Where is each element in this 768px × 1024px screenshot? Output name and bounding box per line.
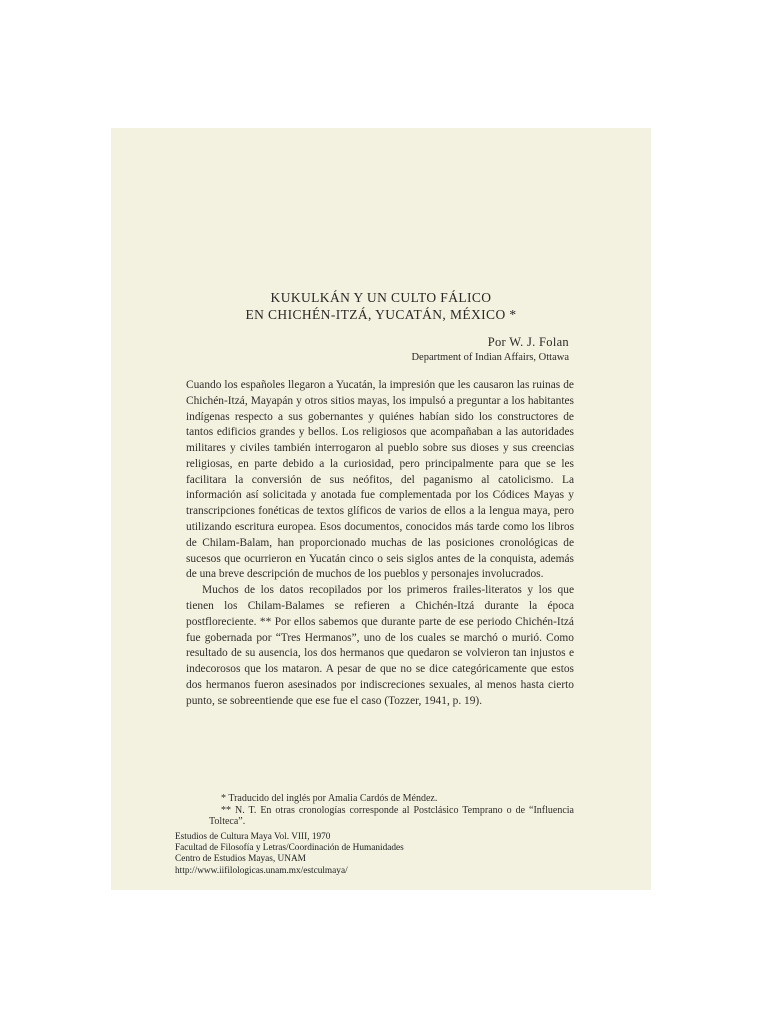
source-journal: Estudios de Cultura Maya Vol. VIII, 1970 [175, 832, 331, 842]
byline: Por W. J. Folan [487, 335, 569, 349]
paragraph-2: Muchos de los datos recopilados por los primeros frailes-literatos y los que tienen los Chilam-Balames se refieren a Chichén-Itzá durante la época postfloreciente. ** Por ellos sabemos que durante parte de ese periodo Chichén-Itzá fue gobernada por “Tres Hermanos”, uno de los cuales se marchó o murió. Como resultado de su ausencia, los dos hermanos que quedaron se volvieron tan injustos e indecorosos que los mataron. A pesar de que no se dice categóricamente que estos dos hermanos fueron asesinados por indiscreciones sexuales, al menos hasta cierto punto, se sobreentiende que ese fue el caso (Tozzer, 1941, p. 19). [186, 584, 574, 707]
title-line-1: KUKULKÁN Y UN CULTO FÁLICO [270, 290, 492, 305]
scanned-page [111, 128, 651, 890]
footnote-2: ** N. T. En otras cronologías corresponde al Postclásico Temprano o de “Influencia Tolteca”. [209, 804, 574, 827]
title-line-2: EN CHICHÉN-ITZÁ, YUCATÁN, MÉXICO * [245, 307, 517, 322]
affiliation: Department of Indian Affairs, Ottawa [411, 352, 569, 363]
footnote-1: * Traducido del inglés por Amalia Cardós de Méndez. [221, 793, 438, 804]
paragraph-1: Cuando los españoles llegaron a Yucatán, la impresión que les causaron las ruinas de Chichén-Itzá, Mayapán y otros sitios mayas, los impulsó a preguntar a los habitantes indígenas respecto a sus gobernantes y quiénes habían sido los constructores de tantos edificios grandes y bellos. Los religiosos que acompañaban a las autoridades militares y civiles también interrogaron al pueblo sobre sus dioses y sus creencias religiosas, en parte debido a la curiosidad, pero principalmente para que se les facilitara la conversión de sus neófitos, del paganismo al catolicismo. La información así solicitada y anotada fue complementada por los Códices Mayas y transcripciones fonéticas de textos glíficos de varios de ellos a la lengua maya, pero utilizando escritura europea. Esos documentos, conocidos más tarde como los libros de Chilam-Balam, han proporcionado muchas de las posiciones cronológicas de sucesos que ocurrieron en Yucatán cinco o seis siglos antes de la conquista, además de una breve descripción de muchos de los pueblos y personajes involucrados. [186, 379, 574, 581]
source-faculty: Facultad de Filosofía y Letras/Coordinación de Humanidades [175, 843, 404, 854]
source-url: http://www.iifilologicas.unam.mx/estculmaya/ [175, 865, 348, 876]
article-body [186, 378, 574, 709]
source-info [175, 832, 404, 877]
source-center: Centro de Estudios Mayas, UNAM [175, 854, 306, 865]
article-title [111, 289, 651, 323]
author-block [411, 335, 569, 365]
footnotes [209, 793, 574, 828]
